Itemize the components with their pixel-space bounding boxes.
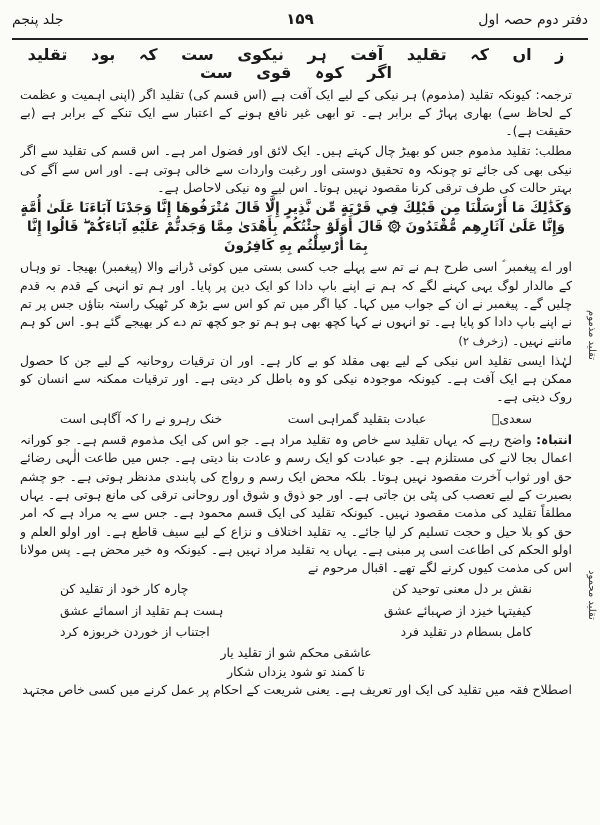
volume-label: جلد پنجم bbox=[12, 12, 64, 28]
verse-translation bbox=[20, 258, 572, 349]
iqbal-line-4: عاشقی محکم شو از تقلید یار bbox=[220, 645, 372, 661]
saadi-label: سعدیؒ bbox=[492, 410, 532, 426]
iqbal-couplet-3 bbox=[60, 623, 532, 641]
persian-couplet-title bbox=[20, 46, 572, 83]
saadi-left: خنک رہرو نے را کہ آگاہی است bbox=[60, 410, 223, 426]
book-section-label: دفتر دوم حصہ اول bbox=[478, 12, 588, 28]
saadi-couplet bbox=[60, 410, 532, 428]
verse-reference: (زخرف ۲) bbox=[458, 333, 509, 348]
iqbal-2-left: ہست ہم تقلید از اسمائے عشق bbox=[60, 602, 224, 618]
page-content bbox=[20, 44, 572, 817]
iqbal-3-left: اجتناب از خوردن خربوزہ کرد bbox=[60, 624, 210, 640]
couplet-left: کہ بود تقلید اگر کوہ قوی ست bbox=[27, 45, 392, 83]
saadi-right: عبادت بتقلید گمراہی است bbox=[287, 410, 427, 426]
meaning-paragraph: مطلب: تقلید مذموم جس کو بھیڑ چال کہتے ہیں۔ ایک لائق اور فضول امر ہے۔ اس قسم کی تقلید سے اگر نیکی بھی کی جائے تو چونکہ وہ تحقیق دوستی اور رغبت واردات سے خالی ہوتی ہے۔ اور اس سے آگے کی بہتر حالت کی طرف ترقی کرنا مقصود نہیں ہوتا۔ اس لیے وہ نیکی لاحاصل ہے۔ bbox=[20, 143, 572, 196]
warning-text: واضح رہے کہ یہاں تقلید سے خاص وہ تقلید مراد ہے۔ جو اس کی ایک مذموم قسم ہے۔ جو کورانہ اعمال بجا لانے کی مستلزم ہے۔ جو عبادت کو ایک رسم و عادت بنا دیتی ہے۔ جس میں طاعت الٰہی رضائے حق اور ثواب آخرت مقصود نہیں ہوتا۔ بلکہ محض ایک رسم و رواج کی پابندی مدنظر ہوتی ہے۔ جو چشم بصیرت کے لیے تعصب کی پٹی بن جاتی ہے۔ اور جو ذوق و شوق اور روحانی ترقی کی مانع ہوتی ہے۔ یہاں مطلقاً تقلید کی مذمت مقصود نہیں۔ کیونکہ تقلید کی ایک قسم محمود ہے۔ جس سے یہ مراد ہے کہ امر حق کو بلا حیل و حجت تسلیم کر لیا جائے۔ یہ تقلید اختلاف و نزاع کے لیے سیف قاطع ہے۔ اور اولو العلم و اولو الحکم کی اطاعت اسی پر مبنی ہے۔ یہاں یہ تقلید مراد نہیں ہے۔ کیونکہ وہ خیر محض ہے۔ پس مولانا اس کی مذمت کیوں کرنے لگے تھے۔ اقبال مرحوم نے bbox=[20, 432, 572, 576]
couplet-right: ز اں کہ تقلید آفت ہر نیکوی ست bbox=[181, 45, 565, 64]
header-rule bbox=[12, 38, 588, 40]
translation-paragraph: ترجمہ: کیونکہ تقلید (مذموم) ہر نیکی کے لیے ایک آفت ہے (اس قسم کی) تقلید اگر (اپنی اہمیت و عظمت کے لحاظ سے) بھاری پہاڑ کے برابر ہے۔ تو ابھی غیر نافع ہونے کے اعتبار سے ایک تنکے کے برابر ہے (بے حقیقت ہے)۔ bbox=[20, 86, 572, 139]
iqbal-couplet-2 bbox=[60, 602, 532, 620]
warning-paragraph bbox=[20, 431, 572, 577]
warning-heading: انتباہ: bbox=[536, 432, 572, 448]
margin-note-1: تقلید مذموم bbox=[586, 310, 597, 360]
conclusion-paragraph: لہٰذا ایسی تقلید اس نیکی کے لیے بھی مقلد کو بے کار ہے۔ اور ان ترقیات روحانیہ کے لیے جن کا حصول ممکن ہے ایک آفت ہے۔ کیونکہ موجودہ نیکی کو وہ باطل کر دیتی ہے۔ اور ترقیات ممکنہ سے انسان کو روک دیتی ہے۔ bbox=[20, 352, 572, 405]
iqbal-2-right: کیفیتہا خیزد از صہبائے عشق bbox=[383, 602, 532, 618]
verse-translation-text: اور اے پیغمبر ؐ اسی طرح ہم نے تم سے پہلے جب کسی بستی میں کوئی ڈرانے والا (پیغمبر) بھیجا۔ تو وہاں کے مالدار لوگ یہی کہنے لگے کہ ہم نے اپنے باپ دادا کو ایک دین پر پایا۔ اور ہم تو انہی کے قدم بہ قدم چلیں گے۔ پیغمبر نے ان کے جواب میں کہا۔ کیا اگر میں تم کو اس سے بڑھ کر ٹھیک راستہ بتاؤں جس پر تم نے اپنے باپ دادا کو پایا ہے۔ تو انہوں نے کہا کچھ بھی ہو ہم تو جو کچھ تم دے کر بھیجے گئے ہو۔ اس کو ہم ماننے نہیں۔ bbox=[20, 259, 572, 348]
iqbal-3-right: کامل بسطام در تقلید فرد bbox=[400, 624, 532, 640]
iqbal-couplet-1 bbox=[60, 580, 532, 598]
page-number: ۱۵۹ bbox=[286, 10, 314, 28]
fiqh-paragraph: اصطلاح فقہ میں تقلید کی ایک اور تعریف ہے۔ یعنی شریعت کے احکام پر عمل کرنے میں کسی خاص مجتہد bbox=[22, 681, 572, 697]
iqbal-1-left: چارہ کار خود از تقلید کن bbox=[60, 581, 189, 597]
quran-verse: وَكَذَٰلِكَ مَا أَرْسَلْنَا مِن قَبْلِكَ فِي قَرْيَةٍ مِّن نَّذِيرٍ إِلَّا قَالَ مُتْرَفُوهَا إِنَّا وَجَدْنَا آبَاءَنَا عَلَىٰ أُمَّةٍ وَإِنَّا عَلَىٰ آثَارِهِم مُّقْتَدُونَ ۞ قَالَ أَوَلَوْ جِئْتُكُم بِأَهْدَىٰ مِمَّا وَجَدتُّمْ عَلَيْهِ آبَاءَكُمْ ۖ قَالُوا إِنَّا بِمَا أُرْسِلْتُم بِهِ كَافِرُونَ bbox=[20, 200, 572, 255]
margin-note-2: تقلید محمود bbox=[586, 570, 597, 620]
page-header bbox=[8, 6, 592, 36]
iqbal-1-right: نقش بر دل معنی توحید کن bbox=[392, 581, 532, 597]
iqbal-line-5: تا کمند تو شود یزداں شکار bbox=[227, 663, 365, 679]
